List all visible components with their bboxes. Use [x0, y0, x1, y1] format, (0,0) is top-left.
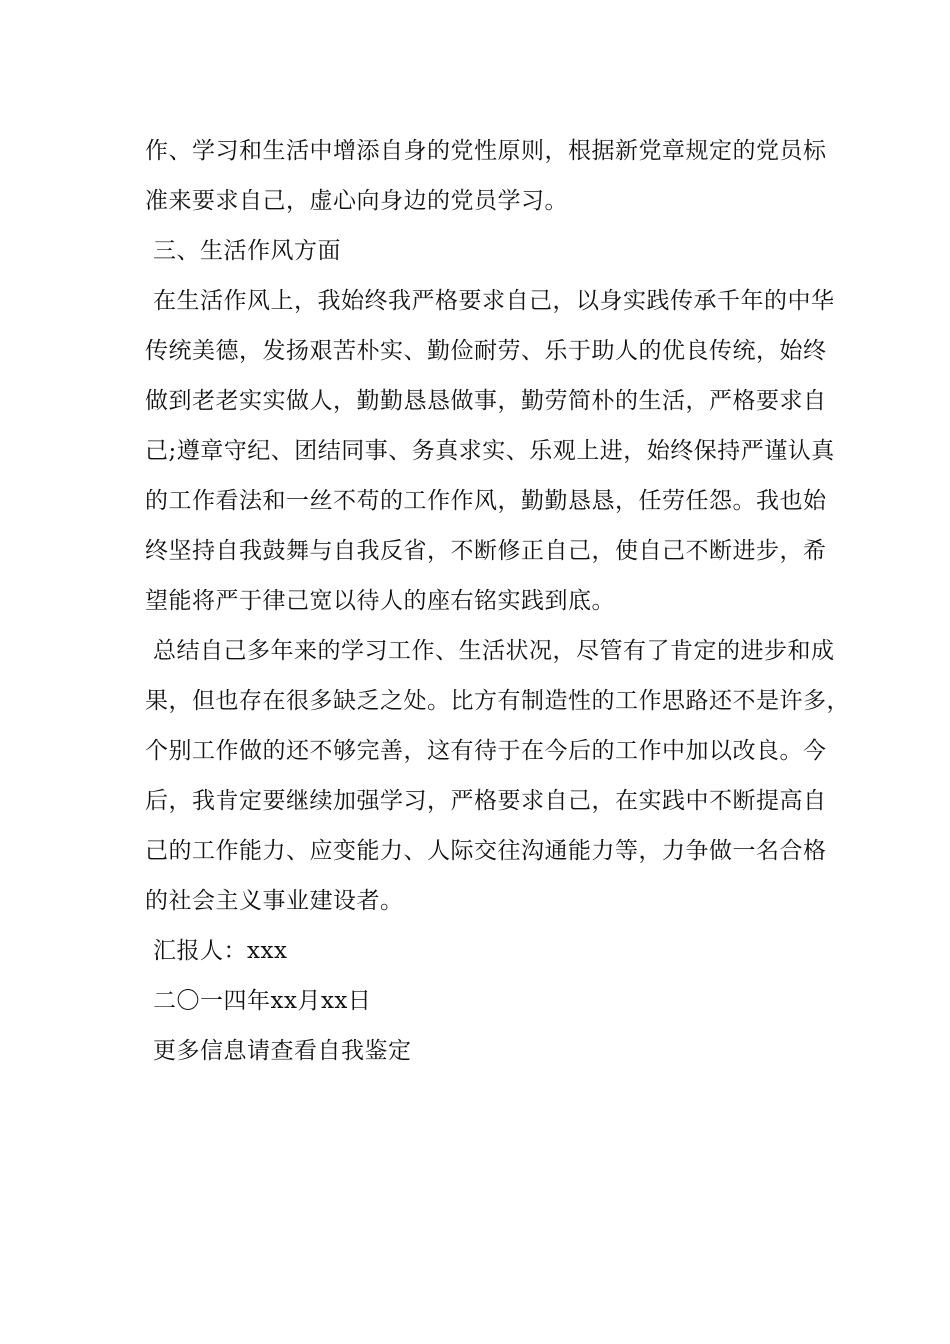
- section-heading: 三、生活作风方面: [153, 238, 341, 264]
- paragraph-line-11: 果，但也存在很多缺乏之处。比方有制造性的工作思路还不是许多，: [145, 688, 850, 714]
- paragraph-line-4: 传统美德，发扬艰苦朴实、勤俭耐劳、乐于助人的优良传统，始终: [145, 338, 827, 364]
- reporter-line: 汇报人：xxx: [153, 938, 288, 964]
- paragraph-line-8: 终坚持自我鼓舞与自我反省，不断修正自己，使自己不断进步，希: [145, 538, 827, 564]
- paragraph-line-3: 在生活作风上，我始终我严格要求自己，以身实践传承千年的中华: [153, 288, 835, 314]
- paragraph-line-14: 己的工作能力、应变能力、人际交往沟通能力等，力争做一名合格: [145, 838, 827, 864]
- paragraph-line-9: 望能将严于律己宽以待人的座右铭实践到底。: [145, 588, 615, 614]
- paragraph-line-7: 的工作看法和一丝不苟的工作作风，勤勤恳恳，任劳任怨。我也始: [145, 488, 827, 514]
- paragraph-line-1: 作、学习和生活中增添自身的党性原则，根据新党章规定的党员标: [145, 138, 827, 164]
- paragraph-line-15: 的社会主义事业建设者。: [145, 888, 404, 914]
- paragraph-line-12: 个别工作做的还不够完善，这有待于在今后的工作中加以改良。今: [145, 738, 827, 764]
- paragraph-line-5: 做到老老实实做人，勤勤恳恳做事，勤劳简朴的生活，严格要求自: [145, 388, 827, 414]
- footer-note: 更多信息请查看自我鉴定: [153, 1038, 412, 1064]
- paragraph-line-2: 准来要求自己，虚心向身边的党员学习。: [145, 188, 568, 214]
- paragraph-line-6: 己;遵章守纪、团结同事、务真求实、乐观上进，始终保持严谨认真: [145, 438, 835, 464]
- document-body: [145, 126, 850, 1076]
- paragraph-line-10: 总结自己多年来的学习工作、生活状况，尽管有了肯定的进步和成: [153, 638, 835, 664]
- date-line: 二〇一四年xx月xx日: [153, 988, 372, 1014]
- paragraph-line-13: 后，我肯定要继续加强学习，严格要求自己，在实践中不断提高自: [145, 788, 827, 814]
